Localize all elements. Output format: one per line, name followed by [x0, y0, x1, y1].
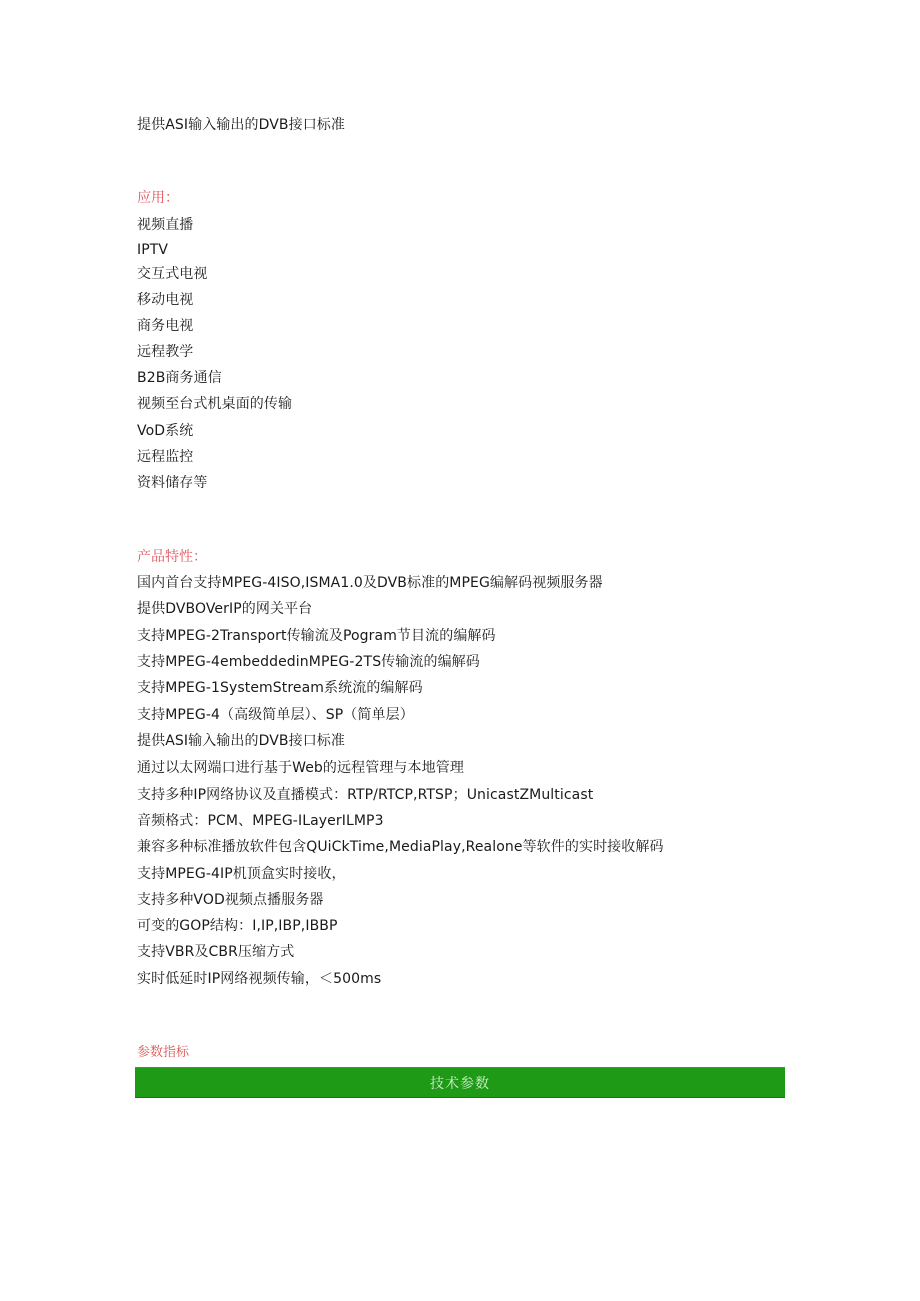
- feature-item: 支持MPEG-1SystemStream系统流的编解码: [137, 680, 423, 696]
- application-item: 远程教学: [137, 344, 194, 360]
- application-item: 移动电视: [137, 292, 194, 308]
- feature-item: 国内首台支持MPEG-4ISO,ISMA1.0及DVB标准的MPEG编解码视频服务器: [137, 575, 603, 591]
- feature-item: 支持MPEG-4embeddedinMPEG-2TS传输流的编解码: [137, 654, 480, 670]
- applications-heading: 应用：: [137, 190, 179, 206]
- application-item: 商务电视: [137, 318, 194, 334]
- tech-params-header-label: 技术参数: [430, 1075, 490, 1092]
- feature-item: 支持多种IP网络协议及直播模式：RTP/RTCP,RTSP；UnicastZMulticast: [137, 787, 594, 803]
- feature-item: 支持VBR及CBR压缩方式: [137, 944, 295, 960]
- application-item: 远程监控: [137, 449, 194, 465]
- feature-item: 支持MPEG-2Transport传输流及Pogram节目流的编解码: [137, 628, 496, 644]
- application-item: B2B商务通信: [137, 370, 222, 386]
- feature-item: 支持MPEG-4IP机顶盒实时接收，: [137, 866, 346, 882]
- application-item: 视频直播: [137, 217, 194, 233]
- tech-params-table-header: [135, 1067, 785, 1098]
- feature-item: 兼容多种标准播放软件包含QUiCkTime,MediaPlay,Realone等软件的实时接收解码: [137, 839, 664, 855]
- params-heading: 参数指标: [137, 1045, 190, 1060]
- feature-item: 可变的GOP结构：I,IP,IBP,IBBP: [137, 918, 338, 934]
- application-item: 视频至台式机桌面的传输: [137, 396, 293, 412]
- features-heading: 产品特性：: [137, 549, 207, 565]
- feature-item: 音频格式：PCM、MPEG-ILayerILMP3: [137, 813, 384, 829]
- application-item: 资料储存等: [137, 475, 208, 491]
- feature-item: 实时低延时IP网络视频传输，＜500ms: [137, 971, 382, 987]
- application-item: 交互式电视: [137, 266, 208, 282]
- application-item: IPTV: [137, 242, 169, 258]
- feature-item: 通过以太网端口进行基于Web的远程管理与本地管理: [137, 760, 464, 776]
- feature-item: 提供ASI输入输出的DVB接口标准: [137, 733, 346, 749]
- feature-item: 支持MPEG-4（高级简单层）、SP（简单层）: [137, 707, 414, 723]
- feature-item: 支持多种VOD视频点播服务器: [137, 892, 324, 908]
- intro-line: 提供ASI输入输出的DVB接口标准: [137, 117, 346, 133]
- application-item: VoD系统: [137, 423, 194, 439]
- feature-item: 提供DVBOVerIP的网关平台: [137, 601, 313, 617]
